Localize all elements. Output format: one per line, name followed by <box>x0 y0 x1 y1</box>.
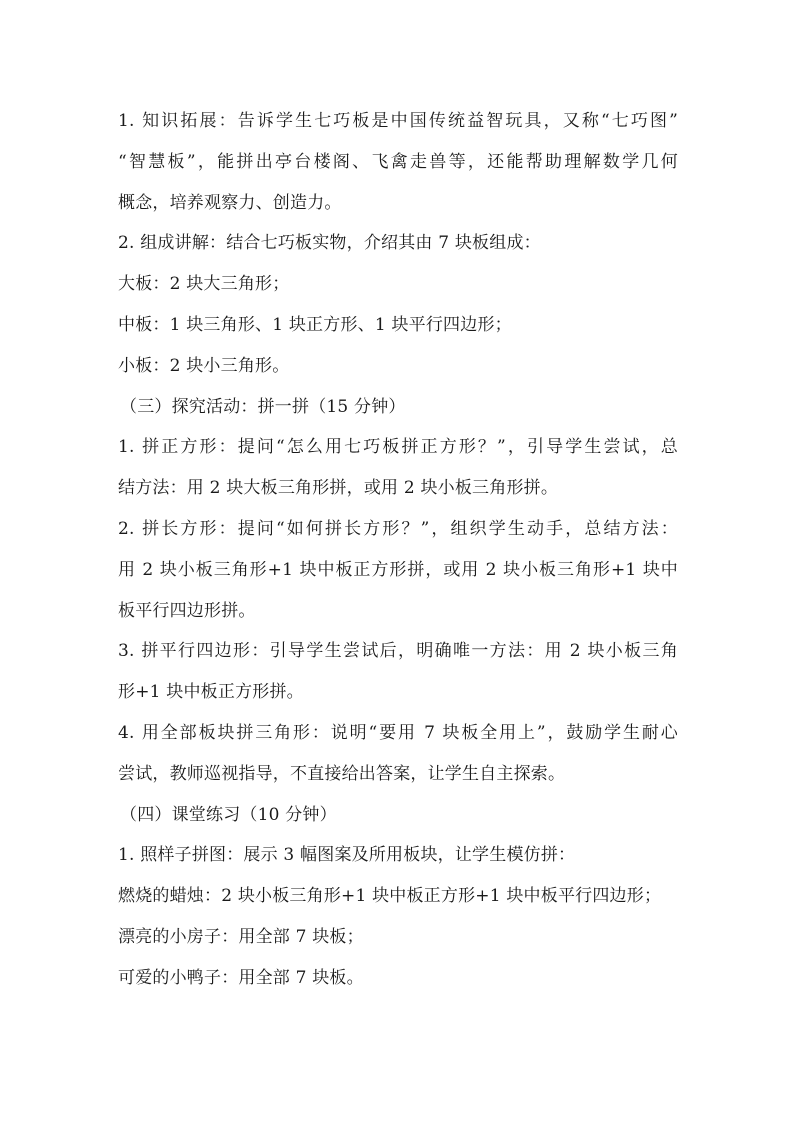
list-item: 燃烧的蜡烛：2 块小板三角形+1 块中板正方形+1 块中板平行四边形； <box>118 886 662 907</box>
paragraph-line: 板平行四边形拼。 <box>118 600 256 621</box>
paragraph-line: 2. 拼长方形：提问“如何拼长方形？”，组织学生动手，总结方法： <box>118 518 678 539</box>
paragraph-line: 用 2 块小板三角形+1 块中板正方形拼，或用 2 块小板三角形+1 块中 <box>118 559 678 580</box>
paragraph-line: 3. 拼平行四边形：引导学生尝试后，明确唯一方法：用 2 块小板三角 <box>118 641 678 662</box>
section-heading: （三）探究活动：拼一拼（15 分钟） <box>120 396 406 417</box>
list-item: 大板：2 块大三角形； <box>118 274 290 295</box>
list-item: 小板：2 块小三角形。 <box>118 355 290 376</box>
paragraph-line: “智慧板”，能拼出亭台楼阁、飞禽走兽等，还能帮助理解数学几何 <box>118 151 678 172</box>
section-heading: （四）课堂练习（10 分钟） <box>120 804 337 825</box>
list-item: 中板：1 块三角形、1 块正方形、1 块平行四边形； <box>118 314 512 335</box>
paragraph-line: 4. 用全部板块拼三角形：说明“要用 7 块板全用上”，鼓励学生耐心 <box>118 722 678 743</box>
paragraph-line: 尝试，教师巡视指导，不直接给出答案，让学生自主探索。 <box>118 763 566 784</box>
list-item: 可爱的小鸭子：用全部 7 块板。 <box>118 967 364 988</box>
paragraph-line: 形+1 块中板正方形拼。 <box>118 682 304 703</box>
document-body <box>118 104 678 1002</box>
paragraph-line: 1. 照样子拼图：展示 3 幅图案及所用板块，让学生模仿拼： <box>118 845 576 866</box>
list-item: 漂亮的小房子：用全部 7 块板； <box>118 926 364 947</box>
paragraph-line: 结方法：用 2 块大板三角形拼，或用 2 块小板三角形拼。 <box>118 478 559 499</box>
paragraph-line: 2. 组成讲解：结合七巧板实物，介绍其由 7 块板组成： <box>118 233 541 254</box>
paragraph-line: 概念，培养观察力、创造力。 <box>118 192 342 213</box>
paragraph-line: 1. 知识拓展：告诉学生七巧板是中国传统益智玩具，又称“七巧图” <box>118 111 678 131</box>
paragraph-line: 1. 拼正方形：提问“怎么用七巧板拼正方形？”，引导学生尝试，总 <box>118 437 678 458</box>
